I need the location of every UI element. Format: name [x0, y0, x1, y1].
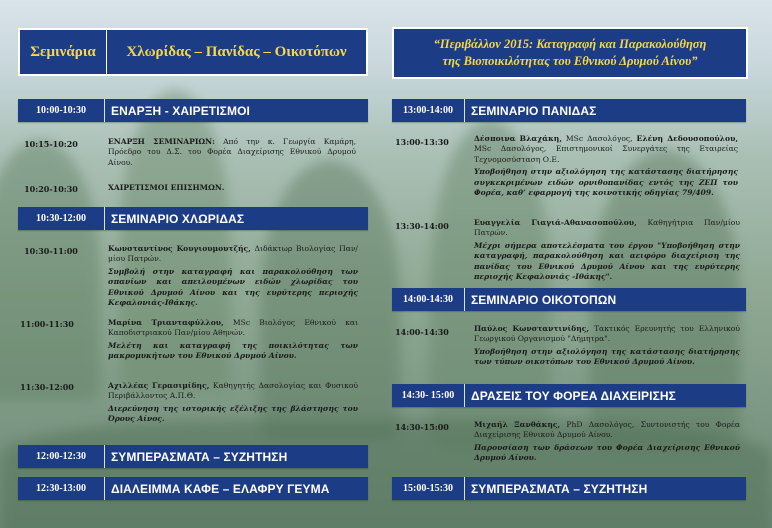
session-bar-break: [18, 477, 368, 500]
session-bar-flora: [18, 207, 368, 230]
left-title-banner: [18, 28, 368, 76]
event-title-line2: της Βιοποικιλότητας του Εθνικού Δρυμού Αίνου”: [442, 54, 698, 68]
divider: [104, 445, 105, 468]
divider: [104, 99, 105, 122]
session-label: ΣΕΜΙΝΑΡΙΟ ΟΙΚΟΤΟΠΩΝ: [471, 292, 617, 307]
speaker-name: Δέσποινα Βλαχάκη,: [474, 134, 562, 143]
entry-strong: ΕΝΑΡΞΗ ΣΕΜΙΝΑΡΙΩΝ:: [108, 137, 215, 146]
speaker-role: MSc Δασολόγος, Επιστημονικοί Συνεργάτες της Εταιρείας Τεχνομοσύσταση Ο.Ε.: [474, 144, 738, 164]
schedule-entry: [474, 218, 740, 282]
speaker-name: Κωνσταντίνος Κουγιουμουτζής,: [108, 244, 251, 253]
speaker-role: Καθηγήτρια Παν/μίου Πατρών.: [474, 218, 740, 238]
speaker-name: Παύλος Κωνσταντινίδης,: [474, 324, 590, 333]
talk-title: Συμβολή στην καταγραφή και παρακολούθηση των σπανίων και απειλουμένων ειδών χλωρίδας του Εθνικού Δρυμού Αίνου και της ευρύτερης περιοχής Κεφαλονιάς-Ιθάκης.: [108, 266, 358, 308]
speaker-name: Αχιλλέας Γερασιμίδης,: [108, 381, 210, 390]
talk-title: Διερεύνηση της ιστορικής εξέλιξης της βλάστησης του Όρους Αίνος.: [108, 403, 358, 424]
speaker-name: Ευαγγελία Γιαγιά-Αθανασοπούλου,: [474, 218, 637, 227]
session-time: 14:30- 15:00: [401, 390, 455, 401]
session-time: 12:00-12:30: [36, 451, 86, 462]
speaker-name: Μαρίνα Τριανταφύλλου,: [108, 318, 224, 327]
entry-time: 13:00-13:30: [395, 137, 449, 147]
session-time: 10:00-10:30: [36, 105, 86, 116]
session-label: ΣΥΜΠΕΡΑΣΜΑΤΑ – ΣΥΖΗΤΗΣΗ: [471, 481, 648, 496]
event-title-line1: “Περιβάλλον 2015: Καταγραφή και Παρακολούθηση: [433, 37, 707, 51]
session-time: 15:00-15:30: [403, 483, 453, 494]
entry-time: 10:15-10:20: [24, 139, 78, 149]
session-label: ΔΙΑΛΕΙΜΜΑ ΚΑΦΕ – ΕΛΑΦΡΥ ΓΕΥΜΑ: [111, 481, 330, 496]
divider: [104, 207, 105, 230]
divider: [464, 99, 465, 122]
session-label: ΣΕΜΙΝΑΡΙΟ ΧΛΩΡΙΔΑΣ: [111, 211, 245, 226]
divider: [464, 477, 465, 500]
talk-title: Παρουσίαση των δράσεων του Φορέα Διαχείρισης Εθνικού Δρυμού Αίνου.: [474, 442, 740, 463]
session-time: 14:00-14:30: [403, 294, 453, 305]
session-label: ΣΕΜΙΝΑΡΙΟ ΠΑΝΙΔΑΣ: [471, 103, 597, 118]
divider: [464, 288, 465, 311]
entry-text: Από την κ. Γεωργία Καμάρη, Πρόεδρο του Δ.Σ. του Φορέα Διαχείρισης Εθνικού Δρυμού Αίνου.: [108, 137, 356, 167]
session-bar-conclusions: [18, 445, 368, 468]
session-label: ΔΡΑΣΕΙΣ ΤΟΥ ΦΟΡΕΑ ΔΙΑΧΕΙΡΙΣΗΣ: [471, 388, 676, 403]
entry-time: 10:30-11:00: [24, 246, 78, 256]
talk-title: Μέχρι σήμερα αποτελέσματα του έργου "Υποβοήθηση στην καταγραφή, παρακολούθηση και αειφόρο διαχείριση της πανίδας του Εθνικού Δρυμού Αίνου και της ευρύτερης περιοχής Κεφαλονιάς -Ιθάκης".: [474, 240, 740, 282]
schedule-entry: [108, 137, 356, 168]
session-bar-habitats: [392, 288, 746, 311]
schedule-entry: [474, 420, 740, 464]
schedule-entry: [108, 318, 358, 362]
schedule-entry: [474, 134, 738, 198]
entry-time: 14:00-14:30: [395, 327, 449, 337]
schedule-entry: [108, 381, 358, 425]
speaker-role: PhD Δασολόγος, Συντονιστής του Φορέα Διαχείρισης Εθνικού Δρυμού Αίνου.: [474, 420, 740, 440]
speaker-name: Ελένη Δεδουσοπούλου,: [636, 134, 738, 143]
entry-time: 11:00-11:30: [20, 319, 74, 329]
session-time: 13:00-14:00: [403, 105, 453, 116]
session-bar-conclusions-2: [392, 477, 746, 500]
session-bar-fauna: [392, 99, 746, 122]
topic-heading: Χλωρίδας – Πανίδας – Οικοτόπων: [126, 43, 347, 60]
talk-title: Υποβοήθηση στην αξιολόγηση της κατάστασης διατήρησης συγκεκριμένων ειδών ορνιθοπανίδας εντός της ΖΕΠ του Φορέα, καθ’ εφαρμογή της κοινοτικής οδηγίας 79/409.: [474, 167, 738, 198]
entry-time: 11:30-12:00: [20, 382, 74, 392]
seminars-heading: Σεμινάρια: [30, 43, 96, 60]
schedule-entry: [108, 244, 358, 308]
session-time: 12:30-13:00: [36, 483, 86, 494]
session-label: ΣΥΜΠΕΡΑΣΜΑΤΑ – ΣΥΖΗΤΗΣΗ: [111, 449, 288, 464]
background-tree: [0, 140, 100, 400]
speaker-role: Διδάκτωρ Βιολογίας Παν/μίου Πατρών.: [108, 244, 358, 264]
session-label: ΕΝΑΡΞΗ - ΧΑΙΡΕΤΙΣΜΟΙ: [111, 103, 250, 118]
schedule-entry: [474, 324, 740, 368]
speaker-name: Μιχαήλ Ξανθάκης,: [474, 420, 561, 429]
talk-title: Υποβοήθηση στην αξιολόγηση της κατάστασης διατήρησης των τύπων οικοτόπων του Εθνικού Δρυμού Αίνου.: [474, 346, 740, 367]
talk-title: Μελέτη και καταγραφή της ποικιλότητας των μακρομυκήτων του Εθνικού Δρυμού Αίνου.: [108, 340, 358, 361]
speaker-role: MSc Δασολόγος,: [561, 134, 637, 143]
session-bar-opening: [18, 99, 368, 122]
entry-time: 10:20-10:30: [24, 184, 78, 194]
speaker-role: Καθηγητής Δασολογίας και Φυσικού Περιβάλλοντος Α.Π.Θ.: [108, 381, 359, 401]
right-title-banner: [392, 27, 748, 79]
entry-time: 13:30-14:00: [395, 221, 449, 231]
divider: [104, 477, 105, 500]
schedule-entry: ΧΑΙΡΕΤΙΣΜΟΙ ΕΠΙΣΗΜΩΝ.: [108, 183, 225, 192]
entry-time: 14:30-15:00: [395, 422, 449, 432]
speaker-role: Τακτικός Ερευνητής του Ελληνικού Γεωργικού Οργανισμού "Δήμητρα".: [474, 324, 740, 344]
session-time: 10:30-12:00: [36, 213, 86, 224]
session-bar-actions: [392, 384, 746, 407]
divider: [464, 384, 465, 407]
speaker-role: MSc Βιολόγος Εθνικού και Καποδιστριακού Παν/μίου Αθηνών.: [108, 318, 358, 338]
